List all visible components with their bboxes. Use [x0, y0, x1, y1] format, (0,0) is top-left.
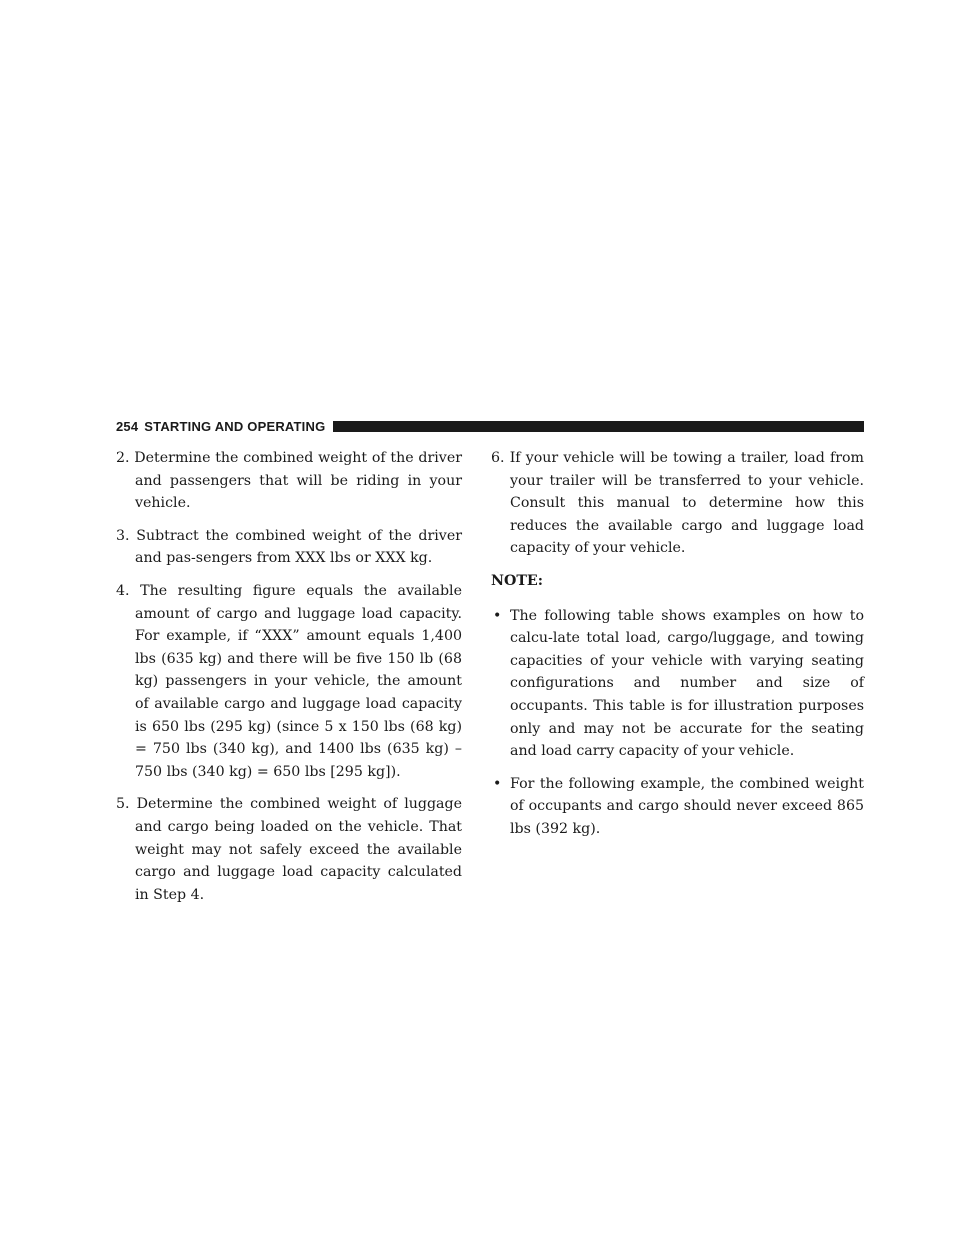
left-column	[116, 447, 462, 916]
header-rule	[333, 421, 864, 432]
page-number: 254	[116, 418, 139, 434]
bullet-icon: •	[493, 607, 502, 624]
step-4: 4. The resulting figure equals the available amount of cargo and luggage load capacity. For example, if “XXX” amount equals 1,400 lbs (635 kg) and there will be five 150 lb (68 kg) passengers in your vehicle, the amount of available cargo and luggage load capacity is 650 lbs (295 kg) (since 5 x 150 lbs (68 kg) = 750 lbs (340 kg), and 1400 lbs (635 kg) – 750 lbs (340 kg) = 650 lbs [295 kg]).	[116, 582, 462, 780]
page-header	[116, 418, 864, 434]
step-2: 2. Determine the combined weight of the driver and passengers that will be riding in your vehicle.	[116, 450, 462, 512]
note-heading: NOTE:	[491, 572, 543, 589]
step-3: 3. Subtract the combined weight of the driver and pas-sengers from XXX lbs or XXX kg.	[116, 527, 462, 567]
step-6: 6. If your vehicle will be towing a trailer, load from your trailer will be transferred to your vehicle. Consult this manual to determine how this reduces the available cargo and luggage load capacity of your vehicle.	[491, 450, 864, 557]
right-column	[491, 447, 864, 851]
note-bullet	[491, 605, 864, 763]
bullet-icon: •	[493, 775, 502, 792]
step-5: 5. Determine the combined weight of luggage and cargo being loaded on the vehicle. That weight may not safely exceed the available cargo and luggage load capacity calculated in Step 4.	[116, 796, 462, 903]
note-bullet	[491, 773, 864, 841]
section-title: STARTING AND OPERATING	[144, 418, 326, 434]
bullet-text: The following table shows examples on how to calcu-late total load, cargo/luggage, and towing capacities of your vehicle with varying seating configurations and number and size of occupants. This table is for illustration purposes only and may not be accurate for the seating and load carry capacity of your vehicle.	[510, 607, 864, 760]
bullet-text: For the following example, the combined weight of occupants and cargo should never exceed 865 lbs (392 kg).	[510, 775, 864, 837]
